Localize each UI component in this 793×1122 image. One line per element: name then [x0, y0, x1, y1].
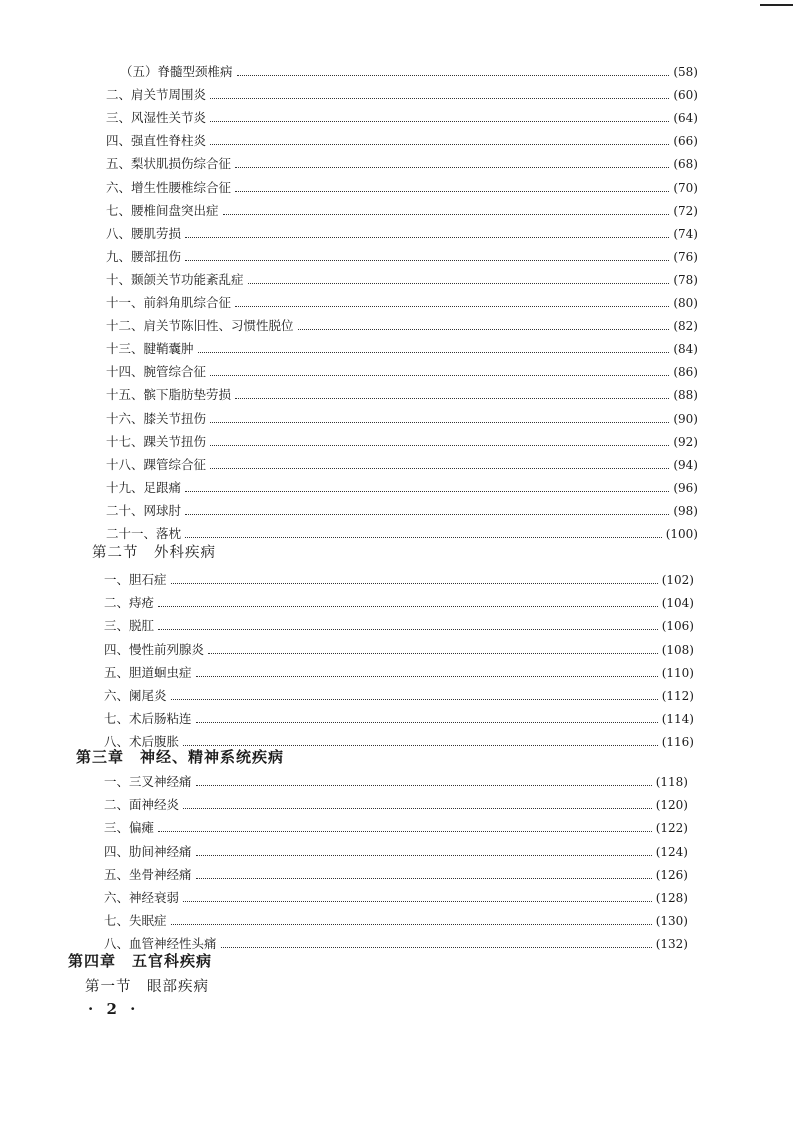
toc-entry	[106, 270, 698, 288]
toc-entry-title: 三、风湿性关节炎	[106, 110, 207, 126]
toc-entry-page: (108)	[661, 642, 694, 657]
toc-entry-title: 六、增生性腰椎综合征	[106, 179, 232, 195]
toc-entry	[104, 616, 694, 634]
toc-entry-page: (80)	[673, 296, 698, 310]
dot-leader	[158, 628, 658, 630]
toc-entry-title: 十五、髌下脂肪垫劳损	[106, 387, 232, 403]
dot-leader	[183, 900, 652, 902]
toc-entry-page: (74)	[673, 226, 698, 241]
toc-entry-title: 七、失眠症	[104, 913, 167, 929]
toc-entry-page: (58)	[673, 65, 698, 79]
dot-leader	[196, 784, 652, 786]
toc-entry-title: 八、腰肌劳损	[106, 225, 182, 241]
toc-entry-title: 五、胆道蛔虫症	[104, 664, 192, 680]
dot-leader	[185, 236, 669, 238]
dot-leader	[223, 213, 670, 215]
section-heading-eye: 第一节 眼部疾病	[85, 979, 209, 995]
toc-entry	[106, 201, 698, 219]
page-number: · 2 ·	[88, 1000, 140, 1018]
toc-entry	[106, 108, 698, 126]
toc-entry-page: (100)	[665, 527, 698, 541]
dot-leader	[210, 421, 669, 423]
toc-entry	[120, 62, 698, 80]
toc-entry-page: (70)	[673, 180, 698, 195]
toc-entry	[104, 842, 688, 860]
dot-leader	[158, 605, 658, 607]
toc-entry-title: （五）脊髓型颈椎病	[120, 64, 233, 79]
toc-entry	[106, 432, 698, 450]
toc-entry-title: 六、神经衰弱	[104, 890, 180, 905]
toc-entry-title: 二、面神经炎	[104, 797, 180, 813]
toc-entry-title: 七、腰椎间盘突出症	[106, 202, 219, 218]
toc-entry-title: 三、脱肛	[104, 618, 155, 634]
toc-entry-page: (76)	[673, 249, 698, 264]
toc-entry-page: (126)	[655, 867, 688, 882]
toc-entry	[106, 339, 698, 357]
toc-entry-title: 十、颞颌关节功能紊乱症	[106, 271, 244, 287]
dot-leader	[196, 721, 658, 723]
dot-leader	[235, 190, 669, 192]
dot-leader	[198, 351, 670, 353]
toc-entry	[104, 663, 694, 681]
toc-entry-title: 十七、踝关节扭伤	[106, 433, 207, 449]
toc-entry-title: 十九、足跟痛	[106, 479, 182, 495]
toc-entry-page: (72)	[673, 203, 698, 218]
chapter-heading-ent: 第四章 五官科疾病	[68, 952, 213, 970]
toc-entry-title: 四、强直性脊柱炎	[106, 133, 207, 149]
toc-entry-title: 九、腰部扭伤	[106, 248, 182, 264]
toc-entry-title: 一、三叉神经痛	[104, 774, 192, 789]
toc-entry-title: 十六、膝关节扭伤	[106, 410, 207, 426]
toc-entry-title: 十一、前斜角肌综合征	[106, 295, 232, 310]
toc-entry-title: 十二、肩关节陈旧性、习惯性脱位	[106, 318, 294, 334]
toc-entry	[106, 293, 698, 311]
toc-entry	[104, 888, 688, 906]
toc-entry	[104, 709, 694, 727]
toc-entry	[104, 865, 688, 883]
dot-leader	[210, 97, 669, 99]
dot-leader	[221, 946, 652, 948]
toc-entry	[106, 385, 698, 403]
dot-leader	[185, 259, 669, 261]
toc-entry	[106, 154, 698, 172]
toc-entry-page: (66)	[673, 134, 698, 149]
toc-entry-title: 六、阑尾炎	[104, 688, 167, 703]
dot-leader	[185, 536, 662, 538]
toc-entry	[106, 247, 698, 265]
dot-leader	[235, 166, 669, 168]
toc-entry	[106, 316, 698, 334]
toc-entry-page: (112)	[661, 689, 694, 703]
toc-entry-title: 八、术后腹胀	[104, 734, 180, 750]
toc-entry	[104, 570, 694, 588]
toc-entry-title: 二、肩关节周围炎	[106, 87, 207, 103]
toc-entry-page: (106)	[661, 619, 694, 634]
toc-entry	[106, 409, 698, 427]
toc-entry	[106, 178, 698, 196]
toc-entry-title: 四、肋间神经痛	[104, 843, 192, 859]
toc-entry-title: 十三、腱鞘囊肿	[106, 341, 194, 357]
toc-entry-page: (94)	[673, 457, 698, 472]
dot-leader	[208, 652, 658, 654]
dot-leader	[185, 513, 669, 515]
toc-entry	[104, 772, 688, 790]
dot-leader	[185, 490, 669, 492]
toc-entry-title: 十四、腕管综合征	[106, 364, 207, 380]
dot-leader	[196, 877, 652, 879]
dot-leader	[196, 675, 658, 677]
toc-entry	[106, 455, 698, 473]
toc-entry-page: (116)	[661, 735, 694, 750]
toc-entry-page: (98)	[673, 503, 698, 518]
toc-entry	[106, 362, 698, 380]
dot-leader	[248, 282, 670, 284]
chapter-heading-neuro: 第三章 神经、精神系统疾病	[76, 748, 285, 766]
toc-entry	[106, 478, 698, 496]
dot-leader	[210, 444, 669, 446]
toc-entry-page: (92)	[673, 434, 698, 449]
toc-entry-page: (120)	[655, 798, 688, 813]
corner-rule	[760, 4, 793, 6]
toc-entry-page: (110)	[661, 665, 694, 680]
toc-entry-title: 五、梨状肌损伤综合征	[106, 156, 232, 172]
dot-leader	[210, 374, 669, 376]
toc-entry-page: (128)	[655, 891, 688, 905]
toc-entry-page: (118)	[655, 775, 688, 789]
dot-leader	[235, 397, 669, 399]
toc-entry	[104, 640, 694, 658]
toc-entry-page: (82)	[673, 319, 698, 334]
toc-entry-page: (78)	[673, 272, 698, 287]
toc-entry	[106, 131, 698, 149]
toc-entry-page: (122)	[655, 821, 688, 836]
dot-leader	[196, 854, 652, 856]
toc-entry-page: (68)	[673, 157, 698, 172]
dot-leader	[298, 328, 670, 330]
toc-entry-title: 四、慢性前列腺炎	[104, 641, 205, 657]
toc-entry	[104, 818, 688, 836]
dot-leader	[171, 923, 652, 925]
dot-leader	[171, 582, 658, 584]
toc-entry-title: 三、偏瘫	[104, 820, 155, 836]
toc-entry-page: (102)	[661, 573, 694, 587]
toc-entry	[106, 501, 698, 519]
dot-leader	[235, 305, 669, 307]
toc-entry	[104, 593, 694, 611]
toc-entry-page: (104)	[661, 596, 694, 611]
toc-entry	[104, 686, 694, 704]
toc-entry	[104, 795, 688, 813]
toc-entry	[104, 911, 688, 929]
dot-leader	[210, 120, 669, 122]
dot-leader	[210, 143, 669, 145]
toc-entry	[106, 85, 698, 103]
toc-entry-page: (132)	[655, 937, 688, 952]
dot-leader	[237, 74, 670, 76]
dot-leader	[171, 698, 658, 700]
toc-entry-page: (114)	[661, 712, 694, 727]
toc-entry-page: (86)	[673, 365, 698, 380]
toc-entry-title: 二十、网球肘	[106, 502, 182, 518]
toc-entry-page: (84)	[673, 342, 698, 357]
toc-entry-title: 八、血管神经性头痛	[104, 936, 217, 952]
dot-leader	[183, 807, 652, 809]
toc-entry-title: 十八、踝管综合征	[106, 456, 207, 472]
dot-leader	[158, 830, 652, 832]
toc-entry-page: (88)	[673, 388, 698, 403]
toc-entry-page: (60)	[673, 88, 698, 103]
toc-entry-page: (96)	[673, 480, 698, 495]
section-heading-surgery: 第二节 外科疾病	[92, 545, 216, 561]
toc-entry	[106, 224, 698, 242]
toc-entry-page: (130)	[655, 914, 688, 929]
toc-entry-title: 二、痔疮	[104, 595, 155, 611]
toc-entry-title: 一、胆石症	[104, 572, 167, 587]
toc-entry-page: (64)	[673, 111, 698, 126]
dot-leader	[210, 467, 669, 469]
toc-entry	[106, 524, 698, 542]
toc-entry-title: 七、术后肠粘连	[104, 711, 192, 727]
toc-entry-title: 五、坐骨神经痛	[104, 866, 192, 882]
toc-entry-page: (124)	[655, 844, 688, 859]
toc-entry-title: 二十一、落枕	[106, 526, 182, 541]
toc-entry-page: (90)	[673, 411, 698, 426]
